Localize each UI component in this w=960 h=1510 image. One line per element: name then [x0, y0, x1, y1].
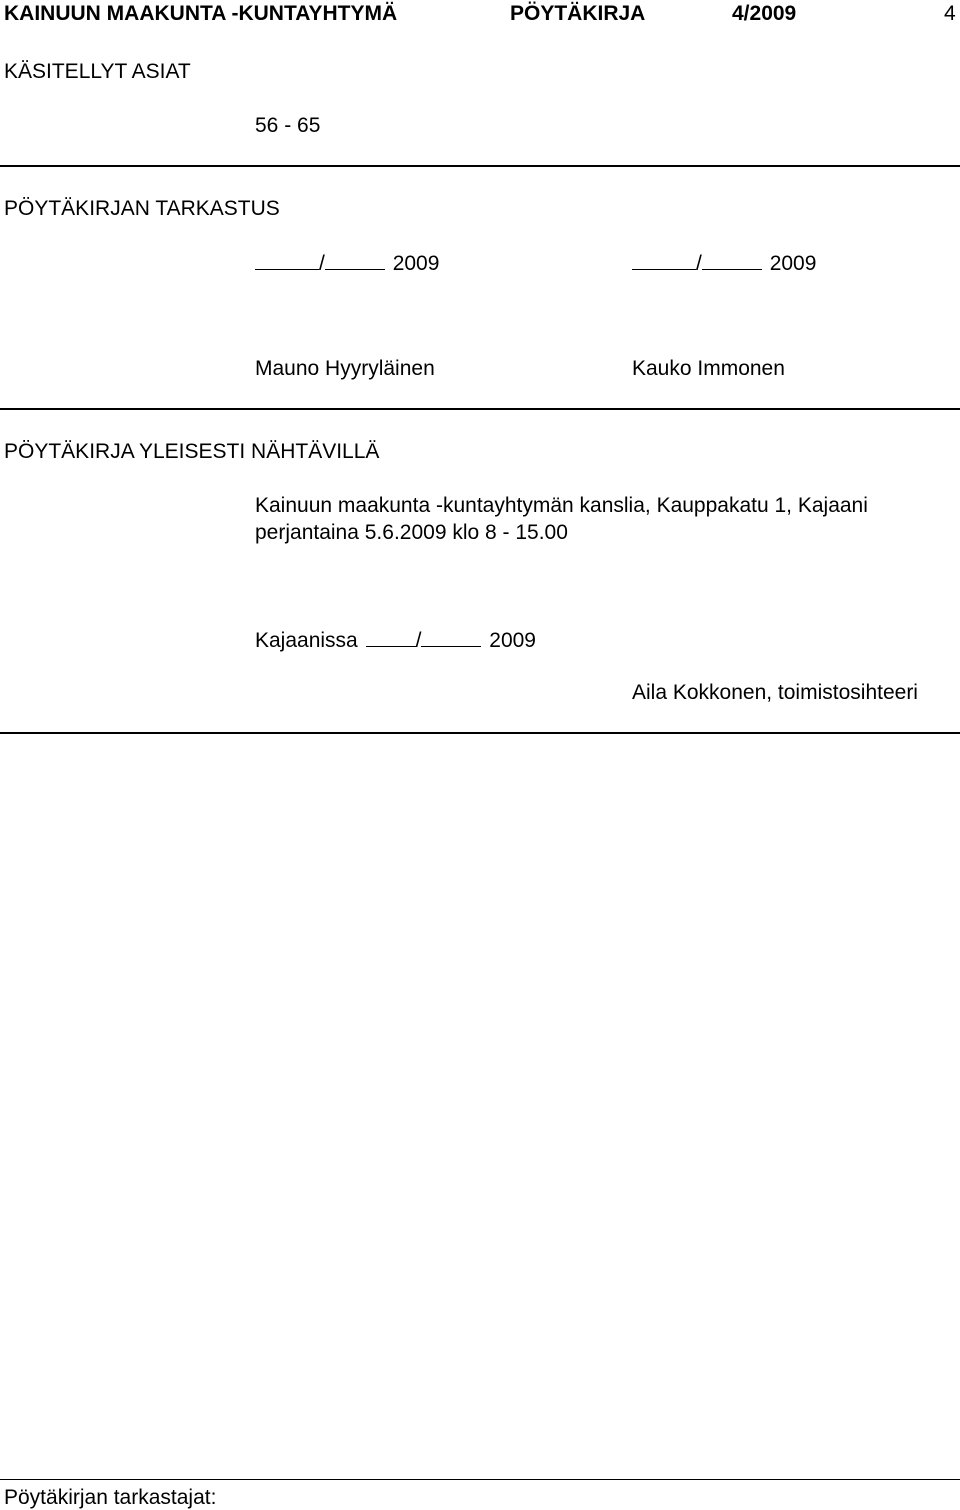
signer-name: Aila Kokkonen, toimistosihteeri [632, 681, 918, 704]
review-heading: PÖYTÄKIRJAN TARKASTUS [4, 197, 280, 220]
section-divider [0, 732, 960, 734]
day-blank [255, 251, 319, 270]
month-blank [421, 628, 481, 647]
document-number: 4/2009 [732, 2, 797, 25]
review-year: 2009 [769, 252, 817, 275]
organization-name: KAINUUN MAAKUNTA -KUNTAYHTYMÄ [4, 2, 398, 25]
reviewers-label: Pöytäkirjan tarkastajat: [4, 1486, 217, 1509]
section-divider [0, 165, 960, 167]
public-display-heading: PÖYTÄKIRJA YLEISESTI NÄHTÄVILLÄ [4, 440, 380, 463]
date-separator: / [319, 252, 325, 275]
day-blank [366, 628, 416, 647]
signing-place: Kajaanissa [255, 629, 358, 652]
document-type: PÖYTÄKIRJA [510, 2, 646, 25]
month-blank [702, 251, 762, 270]
day-blank [632, 251, 696, 270]
section-divider [0, 408, 960, 410]
signing-place-date [255, 628, 536, 653]
review-date-field-2 [632, 251, 816, 276]
handled-items-heading: KÄSITELLYT ASIAT [4, 60, 191, 83]
footer-divider [0, 1479, 960, 1480]
signing-year: 2009 [489, 629, 536, 652]
public-display-time: perjantaina 5.6.2009 klo 8 - 15.00 [255, 521, 568, 544]
review-year: 2009 [392, 252, 440, 275]
date-separator: / [696, 252, 702, 275]
month-blank [325, 251, 385, 270]
reviewer-1-name: Mauno Hyyryläinen [255, 357, 435, 380]
handled-items-range: 56 - 65 [255, 114, 321, 137]
date-separator: / [415, 629, 422, 652]
review-date-field-1 [255, 251, 439, 276]
page-number: 4 [944, 2, 956, 25]
reviewer-2-name: Kauko Immonen [632, 357, 785, 380]
public-display-location: Kainuun maakunta -kuntayhtymän kanslia, Kauppakatu 1, Kajaani [255, 494, 868, 517]
